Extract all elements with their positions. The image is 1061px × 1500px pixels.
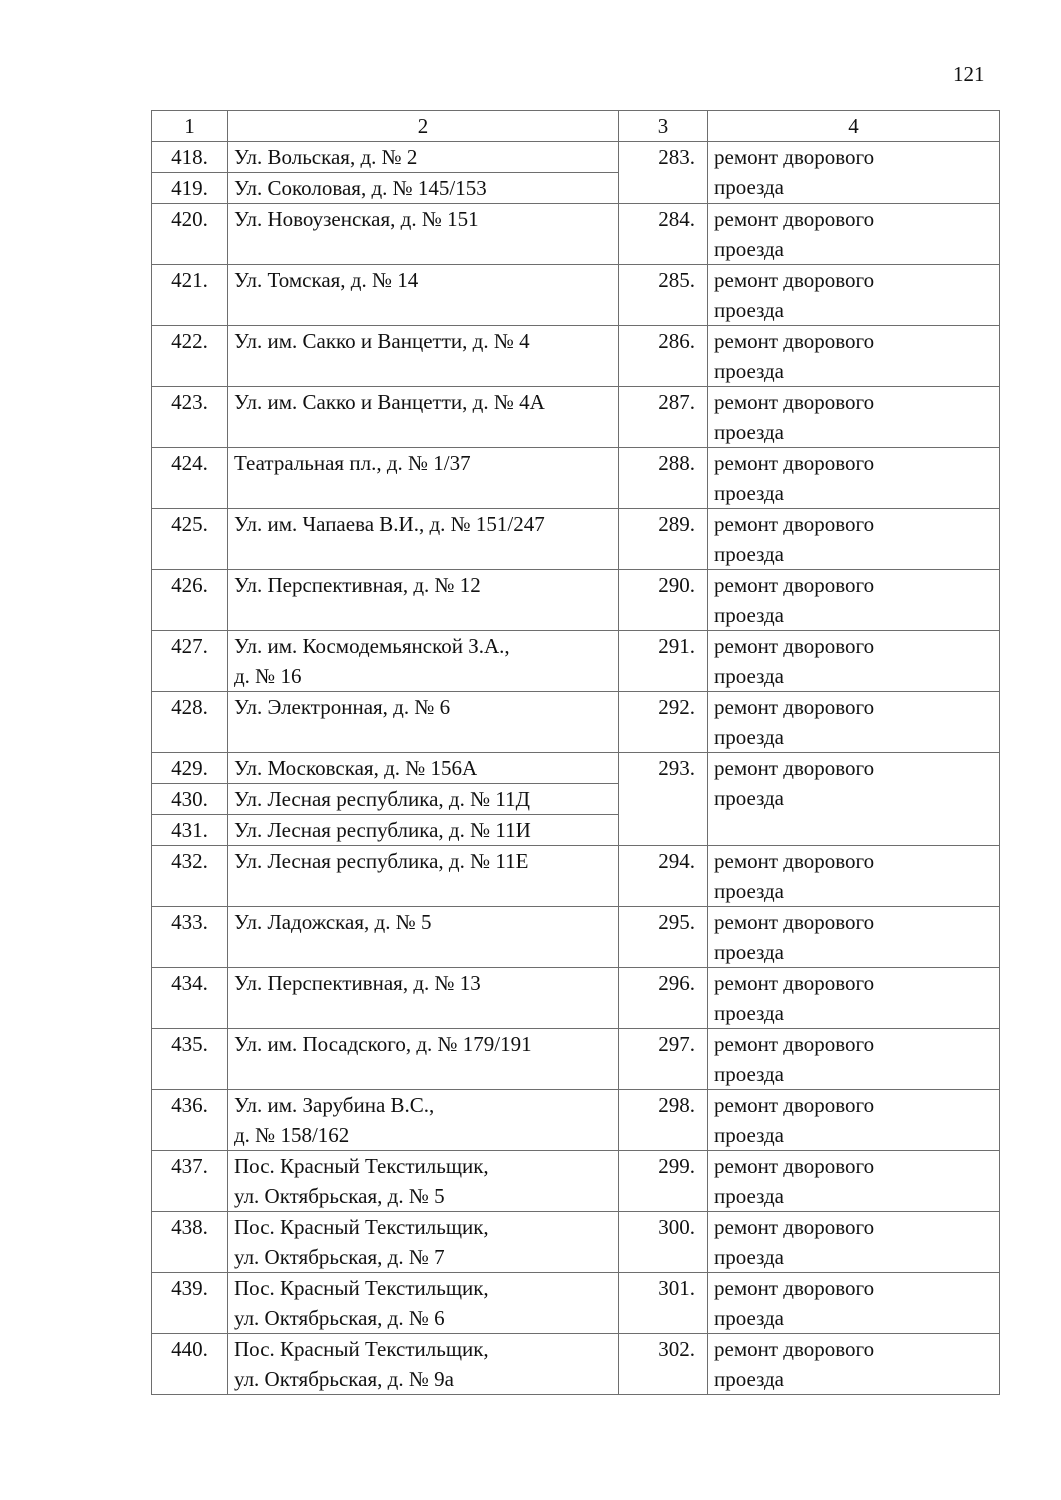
work-type	[708, 509, 1000, 570]
group-number: 300.	[619, 1212, 708, 1273]
page-number: 121	[953, 62, 985, 86]
table-row	[152, 846, 1000, 907]
address-line: Ул. им. Сакко и Ванцетти, д. № 4А	[234, 390, 545, 414]
row-number: 422.	[152, 326, 228, 387]
address-cell	[228, 448, 619, 509]
address-cell	[228, 509, 619, 570]
work-type-text: ремонт дворового проезда	[714, 451, 875, 505]
work-type	[708, 448, 1000, 509]
table-row	[152, 1090, 1000, 1151]
address-cell	[228, 265, 619, 326]
table-row	[152, 753, 1000, 784]
work-type-text: ремонт дворового проезда	[714, 329, 875, 383]
address-line: Ул. Соколовая, д. № 145/153	[234, 176, 487, 200]
table-row	[152, 1273, 1000, 1334]
address-cell	[228, 815, 619, 846]
table-row	[152, 1151, 1000, 1212]
address-line: Ул. Московская, д. № 156А	[234, 756, 478, 780]
work-type	[708, 968, 1000, 1029]
row-number: 440.	[152, 1334, 228, 1395]
address-cell	[228, 570, 619, 631]
address-line: д. № 16	[234, 664, 302, 688]
address-line: ул. Октябрьская, д. № 7	[234, 1245, 445, 1269]
work-type-text: ремонт дворового проезда	[714, 971, 875, 1025]
address-line: Ул. им. Космодемьянской З.А.,	[234, 634, 510, 658]
address-line: Пос. Красный Текстильщик,	[234, 1215, 489, 1239]
address-line: Ул. Лесная республика, д. № 11Е	[234, 849, 529, 873]
row-number: 426.	[152, 570, 228, 631]
table-row	[152, 968, 1000, 1029]
address-cell	[228, 1151, 619, 1212]
table-row	[152, 204, 1000, 265]
group-number: 296.	[619, 968, 708, 1029]
group-number: 283.	[619, 142, 708, 204]
work-type-text: ремонт дворового проезда	[714, 1276, 875, 1330]
work-type-text: ремонт дворового проезда	[714, 1215, 875, 1269]
work-type	[708, 907, 1000, 968]
address-line: Пос. Красный Текстильщик,	[234, 1276, 489, 1300]
table-row	[152, 1212, 1000, 1273]
row-number: 431.	[152, 815, 228, 846]
group-number: 287.	[619, 387, 708, 448]
work-type-text: ремонт дворового проезда	[714, 145, 875, 199]
table-header	[152, 111, 1000, 142]
address-cell	[228, 204, 619, 265]
work-type-text: ремонт дворового проезда	[714, 390, 875, 444]
row-number: 436.	[152, 1090, 228, 1151]
table-row	[152, 509, 1000, 570]
group-number: 286.	[619, 326, 708, 387]
address-cell	[228, 1334, 619, 1395]
row-number: 424.	[152, 448, 228, 509]
address-line: ул. Октябрьская, д. № 6	[234, 1306, 445, 1330]
table-body	[152, 142, 1000, 1395]
address-cell	[228, 142, 619, 173]
address-line: Пос. Красный Текстильщик,	[234, 1337, 489, 1361]
address-cell	[228, 1029, 619, 1090]
row-number: 437.	[152, 1151, 228, 1212]
table-row	[152, 387, 1000, 448]
table-row	[152, 448, 1000, 509]
address-line: ул. Октябрьская, д. № 9а	[234, 1367, 454, 1391]
address-line: Ул. им. Посадского, д. № 179/191	[234, 1032, 532, 1056]
address-cell	[228, 968, 619, 1029]
work-type-text: ремонт дворового проезда	[714, 1032, 875, 1086]
table-row	[152, 142, 1000, 173]
address-line: Ул. Новоузенская, д. № 151	[234, 207, 479, 231]
address-line: Ул. им. Сакко и Ванцетти, д. № 4	[234, 329, 530, 353]
row-number: 434.	[152, 968, 228, 1029]
address-line: Ул. Лесная республика, д. № 11Д	[234, 787, 530, 811]
work-type	[708, 570, 1000, 631]
group-number: 297.	[619, 1029, 708, 1090]
work-type-text: ремонт дворового проезда	[714, 1337, 875, 1391]
work-type-text: ремонт дворового проезда	[714, 849, 875, 903]
row-number: 419.	[152, 173, 228, 204]
row-number: 428.	[152, 692, 228, 753]
address-cell	[228, 753, 619, 784]
address-cell	[228, 784, 619, 815]
group-number: 301.	[619, 1273, 708, 1334]
row-number: 421.	[152, 265, 228, 326]
group-number: 290.	[619, 570, 708, 631]
row-number: 430.	[152, 784, 228, 815]
work-type	[708, 1334, 1000, 1395]
address-line: Театральная пл., д. № 1/37	[234, 451, 471, 475]
work-type	[708, 692, 1000, 753]
group-number: 289.	[619, 509, 708, 570]
address-line: Ул. Перспективная, д. № 13	[234, 971, 481, 995]
group-number: 294.	[619, 846, 708, 907]
table-row	[152, 265, 1000, 326]
work-type	[708, 753, 1000, 846]
work-type	[708, 1212, 1000, 1273]
group-number: 291.	[619, 631, 708, 692]
address-cell	[228, 326, 619, 387]
address-line: д. № 158/162	[234, 1123, 350, 1147]
row-number: 427.	[152, 631, 228, 692]
address-cell	[228, 631, 619, 692]
work-type	[708, 204, 1000, 265]
header-col-1: 1	[152, 111, 228, 142]
address-line: Ул. им. Чапаева В.И., д. № 151/247	[234, 512, 545, 536]
address-line: Ул. им. Зарубина В.С.,	[234, 1093, 435, 1117]
header-col-4: 4	[708, 111, 1000, 142]
work-type	[708, 1029, 1000, 1090]
work-type-text: ремонт дворового проезда	[714, 573, 875, 627]
table-row	[152, 907, 1000, 968]
address-line: Ул. Перспективная, д. № 12	[234, 573, 481, 597]
address-line: ул. Октябрьская, д. № 5	[234, 1184, 445, 1208]
address-cell	[228, 1273, 619, 1334]
group-number: 288.	[619, 448, 708, 509]
row-number: 433.	[152, 907, 228, 968]
works-table	[151, 110, 1000, 1395]
group-number: 293.	[619, 753, 708, 846]
row-number: 438.	[152, 1212, 228, 1273]
group-number: 292.	[619, 692, 708, 753]
work-type	[708, 631, 1000, 692]
work-type-text: ремонт дворового проезда	[714, 910, 875, 964]
address-line: Ул. Лесная республика, д. № 11И	[234, 818, 531, 842]
address-cell	[228, 173, 619, 204]
table-row	[152, 326, 1000, 387]
work-type	[708, 1090, 1000, 1151]
row-number: 420.	[152, 204, 228, 265]
work-type-text: ремонт дворового проезда	[714, 512, 875, 566]
table-row	[152, 692, 1000, 753]
header-col-2: 2	[228, 111, 619, 142]
row-number: 435.	[152, 1029, 228, 1090]
work-type-text: ремонт дворового проезда	[714, 1154, 875, 1208]
work-type	[708, 142, 1000, 204]
group-number: 295.	[619, 907, 708, 968]
header-col-3: 3	[619, 111, 708, 142]
work-type	[708, 1273, 1000, 1334]
address-cell	[228, 907, 619, 968]
work-type	[708, 326, 1000, 387]
work-type-text: ремонт дворового проезда	[714, 695, 875, 749]
work-type	[708, 1151, 1000, 1212]
address-cell	[228, 846, 619, 907]
row-number: 429.	[152, 753, 228, 784]
table-row	[152, 1029, 1000, 1090]
row-number: 439.	[152, 1273, 228, 1334]
work-type-text: ремонт дворового проезда	[714, 207, 875, 261]
work-type-text: ремонт дворового проезда	[714, 756, 875, 810]
work-type	[708, 265, 1000, 326]
row-number: 423.	[152, 387, 228, 448]
row-number: 418.	[152, 142, 228, 173]
row-number: 425.	[152, 509, 228, 570]
address-cell	[228, 692, 619, 753]
work-type-text: ремонт дворового проезда	[714, 268, 875, 322]
group-number: 284.	[619, 204, 708, 265]
work-type-text: ремонт дворового проезда	[714, 1093, 875, 1147]
group-number: 299.	[619, 1151, 708, 1212]
table-row	[152, 570, 1000, 631]
address-line: Ул. Томская, д. № 14	[234, 268, 419, 292]
address-line: Пос. Красный Текстильщик,	[234, 1154, 489, 1178]
address-line: Ул. Электронная, д. № 6	[234, 695, 451, 719]
address-cell	[228, 1090, 619, 1151]
address-line: Ул. Вольская, д. № 2	[234, 145, 418, 169]
group-number: 302.	[619, 1334, 708, 1395]
group-number: 298.	[619, 1090, 708, 1151]
address-line: Ул. Ладожская, д. № 5	[234, 910, 432, 934]
group-number: 285.	[619, 265, 708, 326]
table-row	[152, 1334, 1000, 1395]
work-type	[708, 387, 1000, 448]
work-type-text: ремонт дворового проезда	[714, 634, 875, 688]
address-cell	[228, 1212, 619, 1273]
address-cell	[228, 387, 619, 448]
table-row	[152, 631, 1000, 692]
row-number: 432.	[152, 846, 228, 907]
work-type	[708, 846, 1000, 907]
